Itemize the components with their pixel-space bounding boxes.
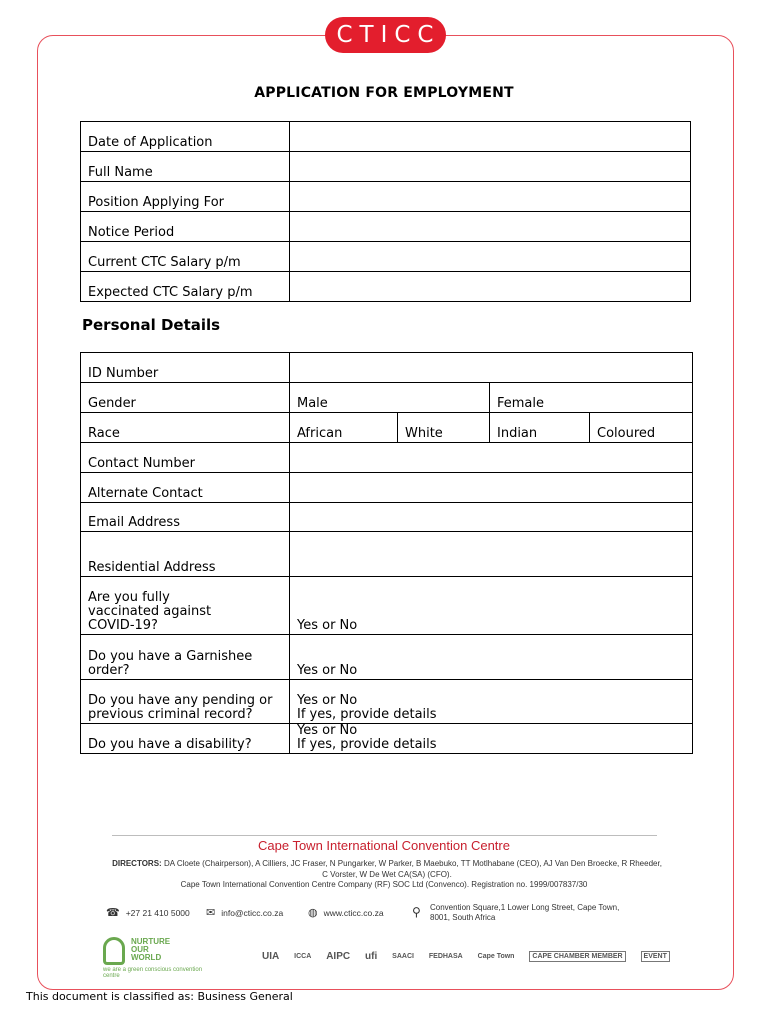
partner-logo: AIPC bbox=[326, 950, 351, 962]
row-label: Position Applying For bbox=[81, 182, 290, 212]
footer-email bbox=[206, 906, 283, 919]
application-table bbox=[80, 121, 691, 302]
mail-icon: ✉ bbox=[206, 907, 216, 919]
footer-organisation-name: Cape Town International Convention Centre bbox=[258, 838, 510, 853]
vaccinated-answer-field[interactable]: Yes or No bbox=[290, 577, 693, 635]
phone-text: +27 21 410 5000 bbox=[125, 907, 190, 918]
footer-website bbox=[308, 906, 384, 919]
table-row bbox=[81, 272, 691, 302]
expected-salary-field[interactable] bbox=[290, 272, 691, 302]
green-tagline: we are a green conscious convention centre bbox=[103, 967, 203, 979]
table-row bbox=[81, 212, 691, 242]
personal-details-table bbox=[80, 352, 693, 754]
garnishee-answer-field[interactable]: Yes or No bbox=[290, 635, 693, 680]
disability-answer-line: Yes or No bbox=[297, 723, 358, 738]
position-field[interactable] bbox=[290, 182, 691, 212]
full-name-field[interactable] bbox=[290, 152, 691, 182]
vaccinated-question-line: Are you fully bbox=[88, 590, 170, 605]
document-classification: This document is classified as: Business General bbox=[26, 990, 293, 1003]
address-line: Convention Square,1 Lower Long Street, Cape Town, bbox=[430, 903, 620, 912]
footer-phone bbox=[106, 906, 190, 919]
table-row bbox=[81, 383, 693, 413]
email-text: info@cticc.co.za bbox=[221, 907, 284, 918]
criminal-answer-line: Yes or No bbox=[297, 693, 358, 708]
table-row bbox=[81, 122, 691, 152]
vaccinated-question-line: COVID-19? bbox=[88, 618, 158, 633]
criminal-answer-line: If yes, provide details bbox=[297, 707, 437, 722]
partner-logo: FEDHASA bbox=[428, 952, 463, 960]
table-row bbox=[81, 503, 693, 532]
criminal-question-line: Do you have any pending or bbox=[88, 693, 273, 708]
race-option-african[interactable]: African bbox=[290, 413, 398, 443]
table-row bbox=[81, 473, 693, 503]
row-label: Email Address bbox=[81, 503, 290, 532]
table-row bbox=[81, 182, 691, 212]
row-label bbox=[81, 577, 290, 635]
location-pin-icon: ⚲ bbox=[412, 905, 421, 919]
table-row bbox=[81, 353, 693, 383]
phone-icon: ☎ bbox=[106, 907, 120, 919]
row-label: Do you have a disability? bbox=[81, 724, 290, 754]
row-label: ID Number bbox=[81, 353, 290, 383]
footer-divider bbox=[112, 835, 657, 836]
row-label: Alternate Contact bbox=[81, 473, 290, 503]
table-row bbox=[81, 577, 693, 635]
race-option-indian[interactable]: Indian bbox=[490, 413, 590, 443]
partner-logo: Cape Town bbox=[477, 952, 515, 960]
table-row bbox=[81, 635, 693, 680]
row-label: Current CTC Salary p/m bbox=[81, 242, 290, 272]
residential-address-field[interactable] bbox=[290, 532, 693, 577]
partner-logo: CAPE CHAMBER MEMBER bbox=[529, 951, 625, 962]
contact-number-field[interactable] bbox=[290, 443, 693, 473]
email-address-field[interactable] bbox=[290, 503, 693, 532]
table-row bbox=[81, 532, 693, 577]
id-number-field[interactable] bbox=[290, 353, 693, 383]
gender-option-female[interactable]: Female bbox=[490, 383, 693, 413]
personal-details-heading: Personal Details bbox=[82, 316, 221, 334]
partner-logo: EVENT bbox=[641, 951, 670, 962]
address-line: 8001, South Africa bbox=[430, 913, 496, 922]
gender-option-male[interactable]: Male bbox=[290, 383, 490, 413]
garnishee-question-line: order? bbox=[88, 663, 130, 678]
row-label: Date of Application bbox=[81, 122, 290, 152]
table-row bbox=[81, 242, 691, 272]
partner-logos bbox=[262, 938, 670, 974]
cticc-logo bbox=[325, 17, 446, 53]
row-label: Notice Period bbox=[81, 212, 290, 242]
table-row bbox=[81, 724, 693, 754]
table-row bbox=[81, 680, 693, 724]
garnishee-question-line: Do you have a Garnishee bbox=[88, 649, 253, 664]
directors-line: DA Cloete (Chairperson), A Cilliers, JC Fraser, N Pungarker, W Parker, B Maebuko, TT Motlhabane (CEO), AJ Van Den Broecke, R Rheeder, bbox=[163, 859, 662, 868]
date-of-application-field[interactable] bbox=[290, 122, 691, 152]
footer-directors bbox=[92, 858, 682, 880]
row-label: Gender bbox=[81, 383, 290, 413]
partner-logo: ICCA bbox=[294, 952, 312, 960]
race-option-white[interactable]: White bbox=[398, 413, 490, 443]
footer-address bbox=[430, 903, 650, 923]
partner-logo: SAACI bbox=[392, 952, 414, 960]
race-option-coloured[interactable]: Coloured bbox=[590, 413, 693, 443]
footer-company-registration: Cape Town International Convention Centre Company (RF) SOC Ltd (Convenco). Registration no. 1999/007837/30 bbox=[180, 880, 588, 889]
notice-period-field[interactable] bbox=[290, 212, 691, 242]
row-label: Expected CTC Salary p/m bbox=[81, 272, 290, 302]
nurture-our-world-logo bbox=[103, 937, 218, 977]
row-label: Race bbox=[81, 413, 290, 443]
website-text: www.cticc.co.za bbox=[323, 907, 384, 918]
green-logo-text: NURTURE OUR WORLD bbox=[131, 937, 171, 962]
directors-label: DIRECTORS: bbox=[112, 859, 162, 868]
table-row bbox=[81, 443, 693, 473]
row-label: Contact Number bbox=[81, 443, 290, 473]
disability-answer-line: If yes, provide details bbox=[297, 737, 437, 752]
leaf-icon bbox=[103, 937, 125, 965]
logo-text: CTICC bbox=[336, 22, 441, 48]
current-salary-field[interactable] bbox=[290, 242, 691, 272]
alternate-contact-field[interactable] bbox=[290, 473, 693, 503]
globe-icon: ◍ bbox=[308, 907, 318, 919]
criminal-answer-field[interactable] bbox=[290, 680, 693, 724]
row-label bbox=[81, 635, 290, 680]
criminal-question-line: previous criminal record? bbox=[88, 707, 253, 722]
partner-logo: UIA bbox=[262, 950, 280, 962]
row-label: Full Name bbox=[81, 152, 290, 182]
row-label bbox=[81, 680, 290, 724]
vaccinated-question-line: vaccinated against bbox=[88, 604, 212, 619]
table-row bbox=[81, 152, 691, 182]
partner-logo: ufi bbox=[365, 950, 378, 962]
directors-line: C Vorster, W De Wet CA(SA) (CFO). bbox=[322, 870, 452, 879]
page-title: APPLICATION FOR EMPLOYMENT bbox=[254, 85, 514, 101]
row-label: Residential Address bbox=[81, 532, 290, 577]
table-row bbox=[81, 413, 693, 443]
disability-answer-field[interactable] bbox=[290, 724, 693, 754]
